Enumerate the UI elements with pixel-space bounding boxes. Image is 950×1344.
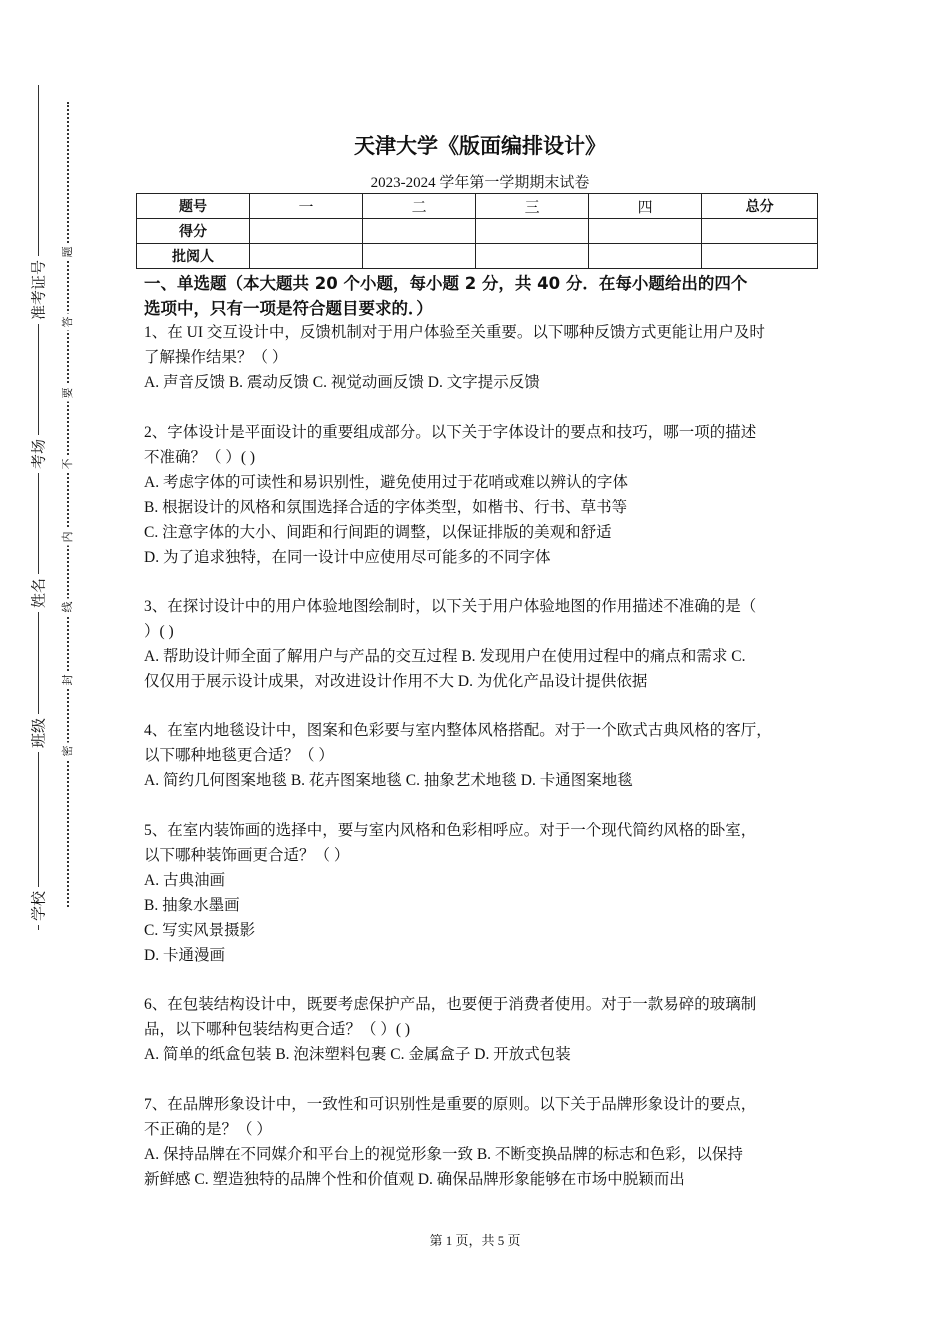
question-options: 新鲜感 C. 塑造独特的品牌个性和价值观 D. 确保品牌形象能够在市场中脱颖而出 bbox=[144, 1171, 685, 1188]
exam-title: 天津大学《版面编排设计》 bbox=[354, 134, 606, 158]
seal-char: 不 bbox=[59, 456, 75, 473]
question-option: A. 古典油画 bbox=[144, 872, 225, 889]
question-line: 1、在 UI 交互设计中，反馈机制对于用户体验至关重要。以下哪种反馈方式更能让用户及时 bbox=[144, 324, 765, 341]
score-header-cell: 题号 bbox=[137, 194, 250, 219]
question-option: D. 为了追求独特，在同一设计中应使用尽可能多的不同字体 bbox=[144, 549, 551, 566]
score-table bbox=[136, 193, 818, 269]
question-option: C. 注意字体的大小、间距和行间距的调整，以保证排版的美观和舒适 bbox=[144, 524, 612, 541]
question-line: 2、字体设计是平面设计的重要组成部分。以下关于字体设计的要点和技巧，哪一项的描述 bbox=[144, 424, 757, 441]
seal-char: 内 bbox=[59, 529, 75, 546]
score-cell bbox=[589, 244, 702, 269]
score-row-label: 得分 bbox=[137, 219, 250, 244]
score-header-cell: 总分 bbox=[702, 194, 818, 219]
score-cell bbox=[250, 244, 363, 269]
score-table-header-row bbox=[137, 194, 818, 219]
score-cell bbox=[476, 244, 589, 269]
question-options: A. 声音反馈 B. 震动反馈 C. 视觉动画反馈 D. 文字提示反馈 bbox=[144, 374, 540, 391]
binding-label-exam-id: 准考证号 bbox=[28, 256, 49, 324]
seal-char: 密 bbox=[59, 743, 75, 760]
exam-subtitle: 2023-2024 学年第一学期期末试卷 bbox=[370, 175, 590, 191]
seal-char: 题 bbox=[59, 244, 75, 261]
seal-char: 答 bbox=[59, 314, 75, 331]
question-options: A. 帮助设计师全面了解用户与产品的交互过程 B. 发现用户在使用过程中的痛点和需求 C. bbox=[144, 648, 746, 665]
question-3 bbox=[144, 594, 816, 694]
question-options: 仅仅用于展示设计成果，对改进设计作用不大 D. 为优化产品设计提供依据 bbox=[144, 673, 648, 690]
score-cell bbox=[589, 219, 702, 244]
binding-dotted-line bbox=[67, 102, 69, 907]
question-7 bbox=[144, 1092, 816, 1192]
question-line: 7、在品牌形象设计中，一致性和可识别性是重要的原则。以下关于品牌形象设计的要点， bbox=[144, 1096, 757, 1113]
question-option: D. 卡通漫画 bbox=[144, 947, 225, 964]
question-option: B. 根据设计的风格和氛围选择合适的字体类型，如楷书、行书、草书等 bbox=[144, 499, 628, 516]
score-row-label: 批阅人 bbox=[137, 244, 250, 269]
question-option: B. 抽象水墨画 bbox=[144, 897, 240, 914]
question-line: 以下哪种装饰画更合适？（ ） bbox=[144, 847, 350, 864]
question-line: 以下哪种地毯更合适？（ ） bbox=[144, 747, 334, 764]
question-line: 6、在包装结构设计中，既要考虑保护产品，也要便于消费者使用。对于一款易碎的玻璃制 bbox=[144, 996, 757, 1013]
score-header-cell: 二 bbox=[363, 194, 476, 219]
seal-char: 封 bbox=[59, 672, 75, 689]
question-4 bbox=[144, 718, 816, 793]
question-line: 品，以下哪种包装结构更合适？（ ）( ) bbox=[144, 1021, 411, 1038]
question-options: A. 简约几何图案地毯 B. 花卉图案地毯 C. 抽象艺术地毯 D. 卡通图案地毯 bbox=[144, 772, 633, 789]
question-1 bbox=[144, 320, 816, 395]
binding-strip bbox=[0, 0, 120, 1344]
binding-label-school: 学校 bbox=[28, 887, 49, 925]
seal-char: 线 bbox=[59, 599, 75, 616]
binding-label-exam-room: 考场 bbox=[28, 435, 49, 473]
score-table-row bbox=[137, 244, 818, 269]
section-heading-line: 一、单选题（本大题共 20 个小题，每小题 2 分，共 40 分．在每小题给出的四个 bbox=[144, 274, 748, 293]
section-heading bbox=[144, 271, 816, 321]
binding-label-class: 班级 bbox=[28, 714, 49, 752]
question-line: 了解操作结果？（ ） bbox=[144, 349, 288, 366]
question-options: A. 简单的纸盒包装 B. 泡沫塑料包裹 C. 金属盒子 D. 开放式包装 bbox=[144, 1046, 571, 1063]
question-options: A. 保持品牌在不同媒介和平台上的视觉形象一致 B. 不断变换品牌的标志和色彩，以保持 bbox=[144, 1146, 743, 1163]
binding-label-name: 姓名 bbox=[28, 574, 49, 612]
question-option: C. 写实风景摄影 bbox=[144, 922, 256, 939]
seal-char: 要 bbox=[59, 385, 75, 402]
question-line: 不准确？（ ）( ) bbox=[144, 449, 256, 466]
score-header-cell: 一 bbox=[250, 194, 363, 219]
score-header-cell: 四 bbox=[589, 194, 702, 219]
score-table-row bbox=[137, 219, 818, 244]
question-line: 5、在室内装饰画的选择中，要与室内风格和色彩相呼应。对于一个现代简约风格的卧室， bbox=[144, 822, 757, 839]
section-heading-line: 选项中，只有一项是符合题目要求的．） bbox=[144, 299, 433, 318]
page-footer: 第 1 页，共 5 页 bbox=[429, 1233, 521, 1248]
score-cell bbox=[363, 244, 476, 269]
score-cell bbox=[702, 244, 818, 269]
score-cell bbox=[476, 219, 589, 244]
question-2 bbox=[144, 420, 816, 570]
question-line: ）( ) bbox=[144, 623, 174, 640]
question-line: 4、在室内地毯设计中，图案和色彩要与室内整体风格搭配。对于一个欧式古典风格的客厅， bbox=[144, 722, 772, 739]
question-line: 3、在探讨设计中的用户体验地图绘制时，以下关于用户体验地图的作用描述不准确的是（ bbox=[144, 598, 757, 615]
question-line: 不正确的是？（ ） bbox=[144, 1121, 272, 1138]
question-6 bbox=[144, 992, 816, 1067]
score-cell bbox=[250, 219, 363, 244]
score-cell bbox=[363, 219, 476, 244]
score-header-cell: 三 bbox=[476, 194, 589, 219]
question-5 bbox=[144, 818, 816, 968]
binding-solid-line bbox=[38, 85, 39, 930]
score-cell bbox=[702, 219, 818, 244]
question-option: A. 考虑字体的可读性和易识别性，避免使用过于花哨或难以辨认的字体 bbox=[144, 474, 628, 491]
